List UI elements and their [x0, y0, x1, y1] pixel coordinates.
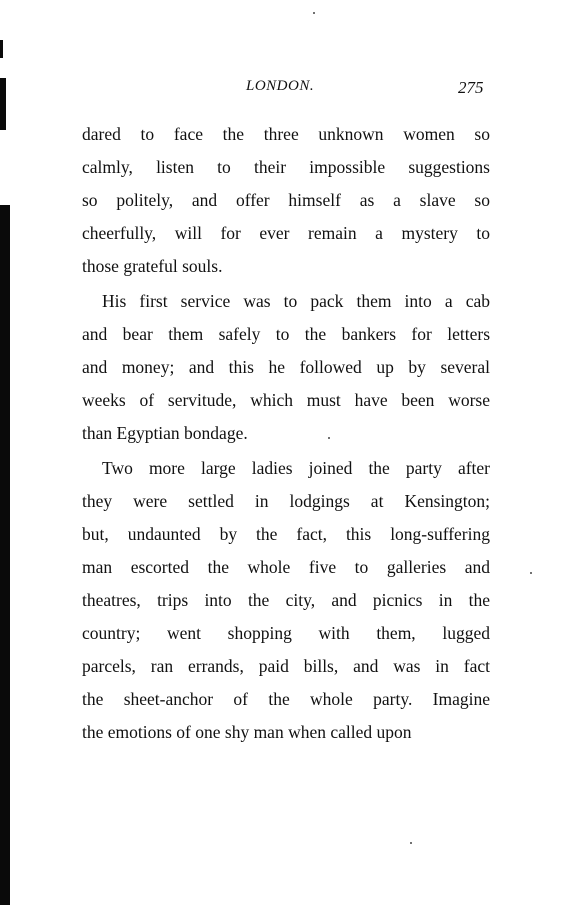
text-line: calmly, listen to their impossible suggestions: [82, 157, 490, 177]
text-line: so politely, and offer himself as a slave so: [82, 190, 490, 210]
paragraph: [82, 452, 490, 749]
text-line: His first service was to pack them into a cab: [102, 291, 490, 311]
text-line: dared to face the three unknown women so: [82, 124, 490, 144]
text-line: and money; and this he followed up by several: [82, 357, 490, 377]
text-line: parcels, ran errands, paid bills, and was in fact: [82, 656, 490, 676]
text-line: Two more large ladies joined the party after: [102, 458, 490, 478]
text-line: those grateful souls.: [82, 256, 223, 276]
text-line: they were settled in lodgings at Kensington;: [82, 491, 490, 511]
binding-edge-shadow: [0, 40, 3, 58]
running-title: LONDON.: [246, 78, 315, 94]
text-line: country; went shopping with them, lugged: [82, 623, 490, 643]
paragraph: [82, 118, 490, 283]
paragraph: [82, 285, 490, 450]
running-head: [0, 78, 564, 102]
text-line: than Egyptian bondage.: [82, 423, 248, 443]
print-speck: [313, 12, 315, 14]
print-speck: [530, 572, 532, 574]
print-speck: [410, 842, 412, 844]
page-number: 275: [458, 78, 484, 97]
text-line: and bear them safely to the bankers for letters: [82, 324, 490, 344]
text-line: the emotions of one shy man when called upon: [82, 722, 412, 742]
text-line: the sheet-anchor of the whole party. Imagine: [82, 689, 490, 709]
text-line: but, undaunted by the fact, this long-suffering: [82, 524, 490, 544]
text-line: cheerfully, will for ever remain a mystery to: [82, 223, 490, 243]
binding-edge-shadow: [0, 205, 10, 905]
text-line: theatres, trips into the city, and picnics in the: [82, 590, 490, 610]
text-line: man escorted the whole five to galleries and: [82, 557, 490, 577]
body-text: [82, 118, 490, 751]
text-line: weeks of servitude, which must have been worse: [82, 390, 490, 410]
